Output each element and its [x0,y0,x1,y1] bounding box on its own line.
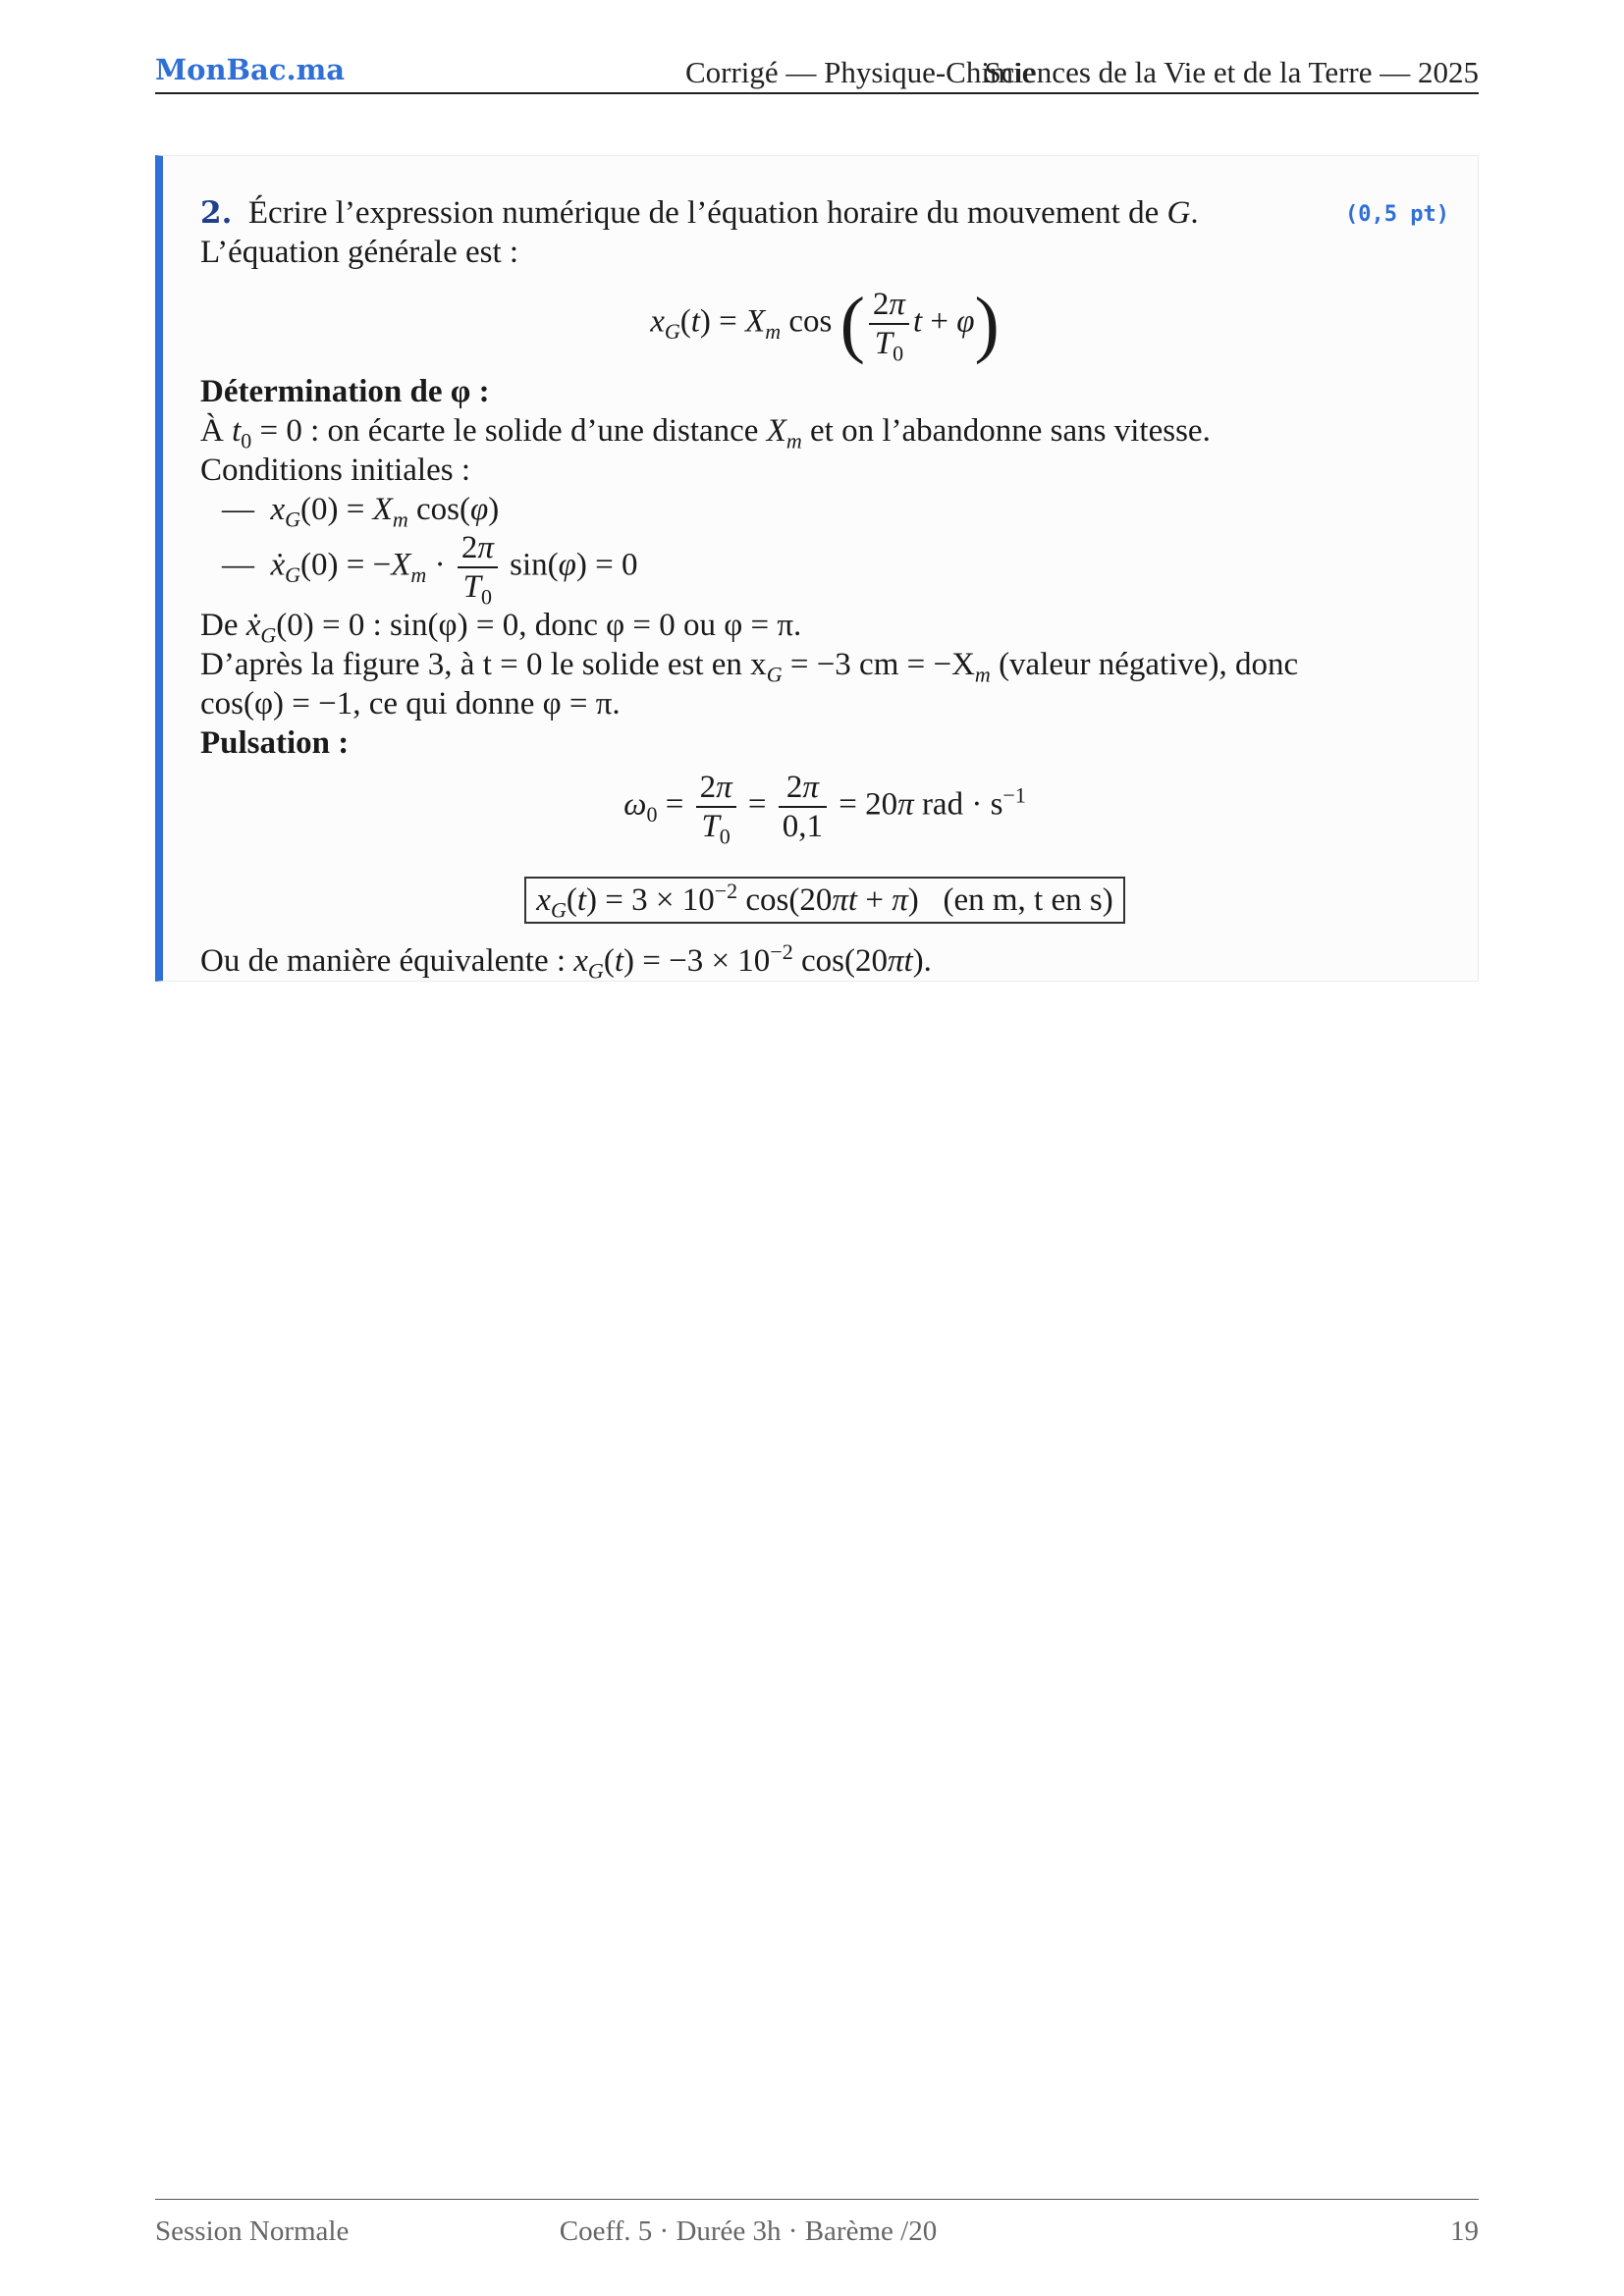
question-var: G [1166,195,1191,231]
general-equation: $x_G(t) = X_m$ cos ( $\frac{2\pi}{T_0}$ t + φ) [650,283,1000,366]
question-number: 2. [200,195,233,231]
header-title-part1: Corrigé — Physique-Chimie [684,55,1036,89]
condition-velocity: — ẋ$_G$(0) = $-X_m$ · $\frac{2\pi}{T_0}$ sin(φ) = 0 [222,530,638,610]
pulsation-heading: Pulsation : [200,725,350,761]
cos-line: cos(φ) = −1, ce qui donne φ = π. [200,686,621,721]
footer-session: Session Normale [155,2216,350,2247]
boxed-result: $x_G(t) = 3 \times 10^{-2}$ cos(20πt + π) (en m, t en s) [524,877,1124,924]
phase-heading: Détermination de φ : [200,374,490,409]
figure-line: D’après la figure 3, à t = 0 le solide est en $x_G = -3$ cm = $-X_m$ (valeur négative), donc [200,647,1299,687]
equivalent-line: Ou de manière équivalente : $x_G(t) = -3 \times 10^{-2}$ cos(20πt). [200,939,932,984]
correction-box [155,155,1479,982]
question-line [200,193,1449,233]
pulsation-equation: $\omega_0$ = $\frac{2\pi}{T_0}$ = $\frac{2\pi}{0,1}$ = 20π rad · $s^{-1}$ [623,770,1026,849]
page-number: 19 [1450,2216,1479,2247]
t0-line: À $t_0 = 0$ : on écarte le solide d’une distance $X_m$ et on l’abandonne sans vitesse. [200,413,1211,454]
question-end: . [1190,195,1199,231]
page-header [155,49,1479,94]
condition-position: — $x_G(0) = X_m$ cos(φ) [222,492,500,532]
footer-info: Coeff. 5 · Durée 3h · Barème /20 [559,2216,938,2247]
general-eq-intro: L’équation générale est : [200,235,519,270]
correction-content [200,193,1449,984]
question-text: Écrire l’expression numérique de l’équation horaire du mouvement de [247,195,1167,231]
page-footer [155,2199,1479,2259]
initial-conditions-label: Conditions initiales : [200,453,471,488]
deduction-line: De ẋ$_G$(0) = 0 : sin(φ) = 0, donc φ = 0 ou φ = π. [200,608,802,648]
header-title-part2: Sciences de la Vie et de la Terre — 2025 [984,55,1479,89]
points-badge: (0,5 pt) [1345,202,1449,227]
header-title [685,55,1479,90]
brand-logo-text: MonBac.ma [155,53,346,86]
result-row [200,853,1449,941]
